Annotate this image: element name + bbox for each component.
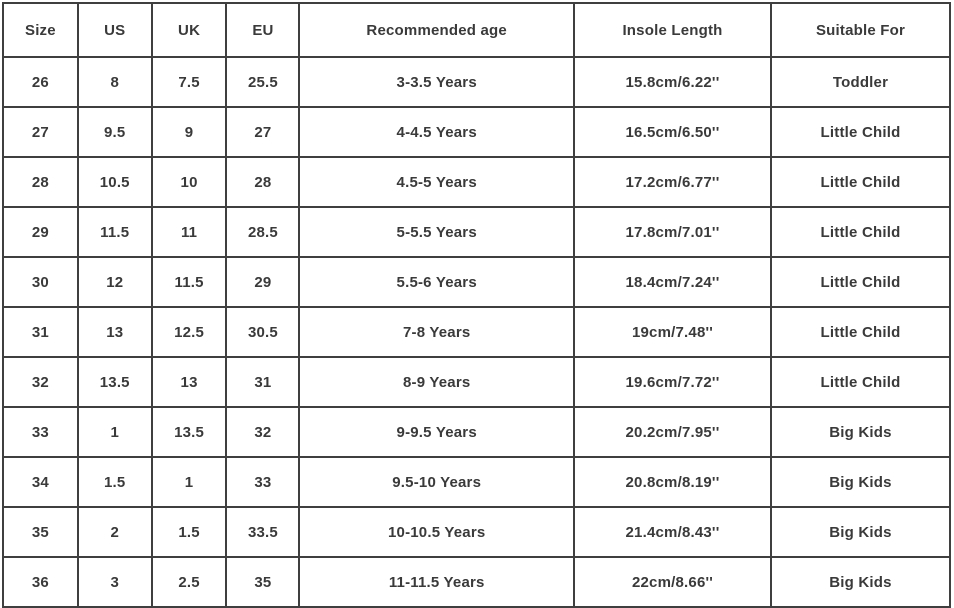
- table-cell: 12: [78, 257, 152, 307]
- table-row: [3, 57, 950, 107]
- table-cell: 27: [3, 107, 78, 157]
- table-cell: 34: [3, 457, 78, 507]
- table-cell: 26: [3, 57, 78, 107]
- table-cell: 30: [3, 257, 78, 307]
- table-cell: 17.2cm/6.77'': [574, 157, 771, 207]
- table-cell: 4-4.5 Years: [299, 107, 574, 157]
- table-cell: 7-8 Years: [299, 307, 574, 357]
- table-cell: 2.5: [152, 557, 227, 607]
- column-header-us: US: [78, 3, 152, 57]
- column-header-suitable-for: Suitable For: [771, 3, 950, 57]
- table-cell: 32: [3, 357, 78, 407]
- table-cell: 21.4cm/8.43'': [574, 507, 771, 557]
- size-chart-table: [2, 2, 951, 608]
- table-cell: 1.5: [152, 507, 227, 557]
- table-cell: 27: [226, 107, 299, 157]
- table-cell: 35: [3, 507, 78, 557]
- table-cell: 12.5: [152, 307, 227, 357]
- table-cell: Big Kids: [771, 407, 950, 457]
- table-row: [3, 557, 950, 607]
- column-header-eu: EU: [226, 3, 299, 57]
- table-cell: 11: [152, 207, 227, 257]
- table-cell: Big Kids: [771, 557, 950, 607]
- table-cell: 33: [226, 457, 299, 507]
- table-cell: 17.8cm/7.01'': [574, 207, 771, 257]
- table-cell: Little Child: [771, 307, 950, 357]
- column-header-insole-length: Insole Length: [574, 3, 771, 57]
- table-cell: 30.5: [226, 307, 299, 357]
- size-chart-header: [3, 3, 950, 57]
- table-cell: Little Child: [771, 257, 950, 307]
- table-cell: 19.6cm/7.72'': [574, 357, 771, 407]
- column-header-recommended-age: Recommended age: [299, 3, 574, 57]
- table-row: [3, 207, 950, 257]
- table-row: [3, 357, 950, 407]
- table-cell: 1: [152, 457, 227, 507]
- size-chart-body: [3, 57, 950, 607]
- table-cell: 4.5-5 Years: [299, 157, 574, 207]
- table-row: [3, 107, 950, 157]
- table-cell: 1.5: [78, 457, 152, 507]
- table-cell: 13: [78, 307, 152, 357]
- table-cell: Little Child: [771, 157, 950, 207]
- table-cell: 16.5cm/6.50'': [574, 107, 771, 157]
- table-row: [3, 257, 950, 307]
- table-cell: 28.5: [226, 207, 299, 257]
- table-cell: 9-9.5 Years: [299, 407, 574, 457]
- table-row: [3, 307, 950, 357]
- table-cell: 10-10.5 Years: [299, 507, 574, 557]
- table-cell: 5-5.5 Years: [299, 207, 574, 257]
- table-cell: Little Child: [771, 107, 950, 157]
- table-cell: 8-9 Years: [299, 357, 574, 407]
- table-cell: 33.5: [226, 507, 299, 557]
- table-cell: 36: [3, 557, 78, 607]
- table-row: [3, 507, 950, 557]
- table-cell: 22cm/8.66'': [574, 557, 771, 607]
- table-cell: 11-11.5 Years: [299, 557, 574, 607]
- table-cell: 25.5: [226, 57, 299, 107]
- header-row: [3, 3, 950, 57]
- table-cell: Big Kids: [771, 507, 950, 557]
- column-header-size: Size: [3, 3, 78, 57]
- table-cell: 9: [152, 107, 227, 157]
- table-cell: 31: [3, 307, 78, 357]
- table-cell: 9.5-10 Years: [299, 457, 574, 507]
- table-cell: 7.5: [152, 57, 227, 107]
- table-cell: 20.2cm/7.95'': [574, 407, 771, 457]
- table-cell: 18.4cm/7.24'': [574, 257, 771, 307]
- table-cell: Little Child: [771, 207, 950, 257]
- table-cell: 19cm/7.48'': [574, 307, 771, 357]
- table-cell: 8: [78, 57, 152, 107]
- table-row: [3, 407, 950, 457]
- table-cell: 31: [226, 357, 299, 407]
- table-cell: 29: [226, 257, 299, 307]
- table-cell: 9.5: [78, 107, 152, 157]
- size-chart-container: [2, 2, 951, 605]
- table-cell: 20.8cm/8.19'': [574, 457, 771, 507]
- table-row: [3, 157, 950, 207]
- table-cell: 13.5: [78, 357, 152, 407]
- table-cell: Toddler: [771, 57, 950, 107]
- table-cell: 11.5: [152, 257, 227, 307]
- table-cell: Little Child: [771, 357, 950, 407]
- table-row: [3, 457, 950, 507]
- table-cell: 1: [78, 407, 152, 457]
- table-cell: 29: [3, 207, 78, 257]
- table-cell: 10: [152, 157, 227, 207]
- table-cell: 13: [152, 357, 227, 407]
- table-cell: 2: [78, 507, 152, 557]
- table-cell: Big Kids: [771, 457, 950, 507]
- table-cell: 11.5: [78, 207, 152, 257]
- table-cell: 33: [3, 407, 78, 457]
- table-cell: 32: [226, 407, 299, 457]
- table-cell: 28: [3, 157, 78, 207]
- column-header-uk: UK: [152, 3, 227, 57]
- table-cell: 13.5: [152, 407, 227, 457]
- table-cell: 35: [226, 557, 299, 607]
- table-cell: 3: [78, 557, 152, 607]
- table-cell: 5.5-6 Years: [299, 257, 574, 307]
- table-cell: 28: [226, 157, 299, 207]
- table-cell: 10.5: [78, 157, 152, 207]
- table-cell: 3-3.5 Years: [299, 57, 574, 107]
- table-cell: 15.8cm/6.22'': [574, 57, 771, 107]
